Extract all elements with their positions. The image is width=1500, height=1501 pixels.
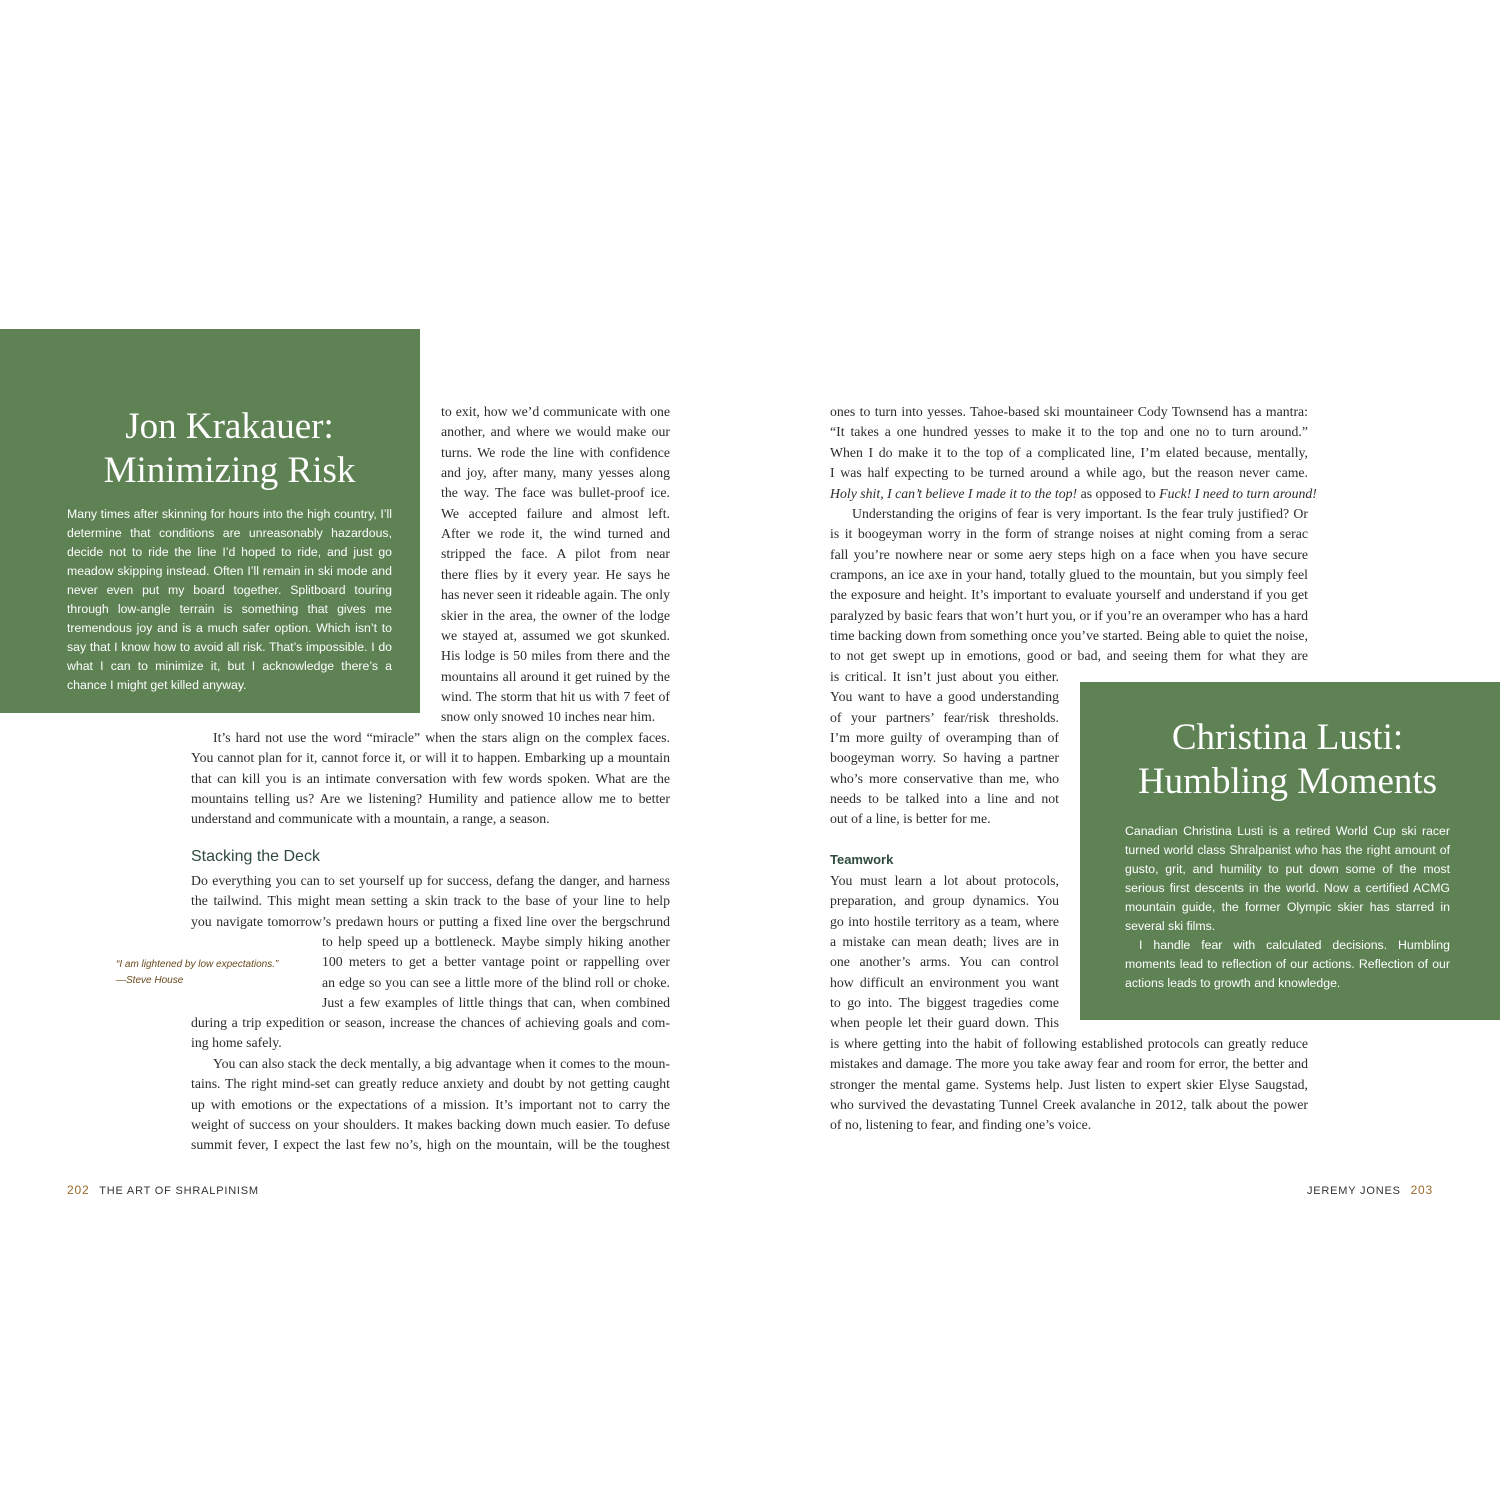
text-line: ones to turn into yesses. Tahoe-based ski mountaineer Cody Townsend has a mantra: <box>830 404 1308 419</box>
text-line: wind. The storm that hit us with 7 feet of <box>441 688 670 704</box>
text-line: crampons, an ice axe in your hand, totally glued to the mountain, but you simply feel <box>830 567 1308 583</box>
text-line: Understanding the origins of fear is very important. Is the fear truly justified? Or <box>852 506 1308 521</box>
text-line: is it boogeyman worry in the form of strange noises at night coming from a serac <box>830 526 1308 542</box>
sidebar-christina-lusti <box>1080 682 1500 1020</box>
text-line: I’m more guilty of overamping than of <box>830 730 1059 746</box>
text-line: during a trip expedition or season, increase the chances of achieving goals and com- <box>191 1015 670 1030</box>
text-line: the exposure and height. It’s important to evaluate yourself and understand if you get <box>830 587 1308 603</box>
text-line: It’s hard not use the word “miracle” when the stars align on the complex faces. <box>213 730 670 745</box>
text-line: an edge so you can see a little more of the blind roll or choke. <box>322 974 670 990</box>
text-line: mountains all around it get ruined by the <box>441 668 670 684</box>
text-line: fall you’re nowhere near or some aery steps high on a face when you have secure <box>830 546 1308 562</box>
text-line: the tailwind. This might mean setting a skin track to the base of your line to help <box>191 893 670 909</box>
text-line: 100 meters to get a better vantage point or rappelling over <box>322 954 670 970</box>
text-line: to not get swept up in emotions, good or bad, and seeing them for what they are <box>830 648 1308 664</box>
heading-teamwork: Teamwork <box>830 852 894 867</box>
text-line: and joy, after many, many yesses along <box>441 465 670 481</box>
text-line: ing home safely. <box>191 1035 282 1051</box>
sidebar-title <box>67 405 392 493</box>
text-line: “It takes a one hundred yesses to make it to the top and one no to turn around.” <box>830 424 1308 440</box>
page-number-right: 203 <box>1410 1183 1433 1197</box>
text-line: Do everything you can to set yourself up for success, defang the danger, and harness <box>191 873 670 888</box>
text-line: we stayed at, assumed we got skunked. <box>441 627 670 643</box>
text-line: understand and communicate with a mountain, a range, a season. <box>191 811 550 827</box>
pull-quote-text: “I am lightened by low expectations.” <box>116 959 279 970</box>
folio-right <box>1307 1183 1433 1197</box>
page-number-left: 202 <box>67 1183 90 1197</box>
text-line: the way. The face was bullet-proof ice. <box>441 485 670 501</box>
text-line: summit fever, I expect the last few no’s, high on the mountain, will be the toughest <box>191 1137 670 1153</box>
italic-quote-b: Fuck! I need to turn around! <box>1159 486 1317 501</box>
text-line: tains. The right mind-set can greatly reduce anxiety and doubt by not getting caught <box>191 1076 670 1092</box>
text-line: up with emotions or the expectations of a mission. It’s important not to carry the <box>191 1096 670 1112</box>
text-line: His lodge is 50 miles from there and the <box>441 648 670 664</box>
text-line: You want to have a good understanding <box>830 689 1059 705</box>
sidebar-body: Many times after skinning for hours into the high country, I’ll determine that conditions are unreasonably hazardous, decide not to ride the line I’d hoped to ride, and just go meadow skipping instead. Often I’ll remain in ski mode and never even put my board together. Splitboard touring through low-angle terrain is something that gives me tremendous joy and is a much safer option. Which isn’t to say that I know how to avoid all risk. That’s impossible. I do what I can to minimize it, but I acknowledge there’s a chance I might get killed anyway. <box>67 507 392 692</box>
text-line-italic <box>830 484 1317 504</box>
text-line: I was half expecting to be turned around a while ago, but the reason never came. <box>830 465 1308 481</box>
sidebar-jon-krakauer <box>0 329 420 713</box>
running-title-right: JEREMY JONES <box>1306 1185 1401 1197</box>
text-line: When I do make it to the top of a complicated line, I’m elated because, mentally, <box>830 444 1308 460</box>
text-line: skier in the area, the owner of the lodge <box>441 607 670 623</box>
text-line: After we rode it, the wind turned and <box>441 526 670 542</box>
text-line: stripped the face. A pilot from near <box>441 546 670 562</box>
text-line: needs to be talked into a line and not <box>830 791 1059 807</box>
sidebar-para2: I handle fear with calculated decisions. Humbling moments lead to reflection of our actions. Reflection of our actions leads to growth and knowledge. <box>1125 938 1450 990</box>
text-line: a mistake can mean death; lives are in <box>830 934 1059 950</box>
text-line: who survived the devastating Tunnel Creek avalanche in 2012, talk about the power <box>830 1097 1308 1113</box>
text-line: that can kill you is an intimate conversation with few words spoken. What are the <box>191 770 670 786</box>
text-line: mountains telling us? Are we listening? Humility and patience allow me to better <box>191 791 670 807</box>
heading-stacking-the-deck: Stacking the Deck <box>191 848 320 865</box>
text-line: Just a few examples of little things that can, when combined <box>322 995 670 1011</box>
text-line: preparation, and group dynamics. You <box>830 893 1059 909</box>
pull-quote-attribution: —Steve House <box>116 975 184 986</box>
text-line: time backing down from something once you’ve started. Being able to quiet the noise, <box>830 628 1308 644</box>
text-line: who’s more conservative than me, who <box>830 770 1059 786</box>
text-as-opposed: as opposed to <box>1077 486 1160 501</box>
sidebar-title <box>1125 716 1450 804</box>
text-line: is where getting into the habit of following established protocols can greatly reduce <box>830 1036 1308 1051</box>
text-line: paralyzed by basic fears that won’t hurt you, or if you’re an overamper who has a hard <box>830 607 1308 623</box>
text-line: is critical. It isn’t just about you either. <box>830 669 1059 684</box>
text-line: snow only snowed 10 inches near him. <box>441 709 656 725</box>
text-line: You must learn a lot about protocols, <box>830 873 1059 888</box>
text-line: go into hostile territory as a team, where <box>830 913 1059 929</box>
text-line: We accepted failure and almost left. <box>441 505 670 521</box>
text-line: stronger the mental game. Systems help. Just listen to expert skier Elyse Saugstad, <box>830 1076 1308 1092</box>
text-line: to help speed up a bottleneck. Maybe simply hiking another <box>322 934 670 949</box>
text-line: You can also stack the deck mentally, a big advantage when it comes to the moun- <box>213 1056 670 1071</box>
sidebar-title-line1: Christina Lusti: <box>1171 717 1404 758</box>
text-line: to exit, how we’d communicate with one <box>441 404 670 419</box>
text-line: boogeyman worry. So having a partner <box>830 750 1059 766</box>
running-title-left: THE ART OF SHRALPINISM <box>99 1185 259 1197</box>
text-line: when people let their guard down. This <box>830 1015 1059 1031</box>
text-line: you navigate tomorrow’s predawn hours or putting a fixed line over the bergschrund <box>191 913 670 929</box>
sidebar-title-line1: Jon Krakauer: <box>125 406 334 447</box>
text-line: to go into. The biggest tragedies come <box>830 995 1059 1011</box>
text-line: weight of success on your shoulders. It makes backing down much easier. To defuse <box>191 1117 670 1133</box>
folio-left <box>67 1183 259 1197</box>
sidebar-para1: Canadian Christina Lusti is a retired World Cup ski racer turned world class Shralpanist who has the right amount of gusto, grit, and humility to put down some of the most serious first descents in the world. Now a certified ACMG mountain guide, the former Olympic skier has starred in several ski films. <box>1125 824 1450 933</box>
text-line: out of a line, is better for me. <box>830 811 991 827</box>
text-line: one another’s arms. You can control <box>830 954 1059 970</box>
text-line: how difficult an environment you want <box>830 974 1059 990</box>
text-line: of your partners’ fear/risk thresholds. <box>830 709 1059 725</box>
text-line: turns. We rode the line with confidence <box>441 444 670 460</box>
text-line: You cannot plan for it, cannot force it, or will it to happen. Embarking up a mountain <box>191 750 670 766</box>
text-line: there flies by it every year. He says he <box>441 566 670 582</box>
sidebar-title-line2: Minimizing Risk <box>103 450 356 491</box>
text-line: of no, listening to fear, and finding one’s voice. <box>830 1117 1092 1133</box>
text-line: has never seen it rideable again. The only <box>441 587 670 603</box>
italic-quote-a: Holy shit, I can’t believe I made it to the top! <box>830 486 1078 501</box>
text-line: another, and where we would make our <box>441 424 670 440</box>
text-line: mistakes and damage. The more you take away fear and room for error, the better and <box>830 1056 1308 1072</box>
sidebar-title-line2: Humbling Moments <box>1137 761 1438 802</box>
pull-quote <box>116 957 286 989</box>
